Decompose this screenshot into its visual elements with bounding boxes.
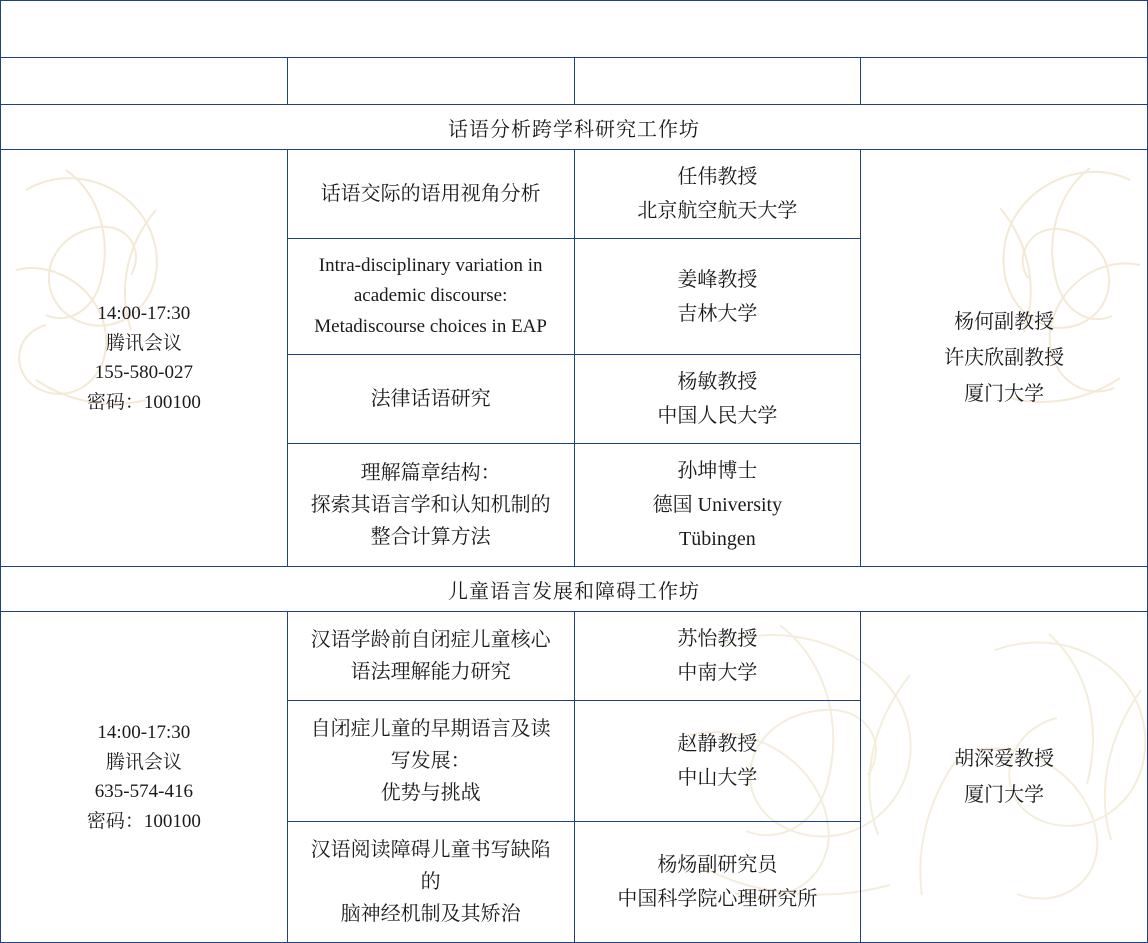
- speaker-cell: 杨炀副研究员 中国科学院心理研究所: [574, 822, 861, 943]
- speaker-cell: 任伟教授 北京航空航天大学: [574, 150, 861, 239]
- topic-cell: 理解篇章结构： 探索其语言学和认知机制的整合计算方法: [287, 444, 574, 567]
- column-header-host: 主持人: [861, 58, 1148, 105]
- speaker-cell: 苏怡教授 中南大学: [574, 612, 861, 701]
- time-cell-session-2: 14:00-17:30 腾讯会议 635-574-416 密码：100100: [1, 612, 288, 943]
- page-title: 工作坊（3 月 25 日）: [1, 1, 1148, 58]
- section-title-row: [1, 105, 1148, 150]
- speaker-cell: 赵静教授 中山大学: [574, 701, 861, 822]
- host-cell-session-1: 杨何副教授 许庆欣副教授 厦门大学: [861, 150, 1148, 567]
- table-row: [1, 612, 1148, 701]
- speaker-cell: 孙坤博士 德国 University Tübingen: [574, 444, 861, 567]
- topic-cell: 话语交际的语用视角分析: [287, 150, 574, 239]
- section-title-discourse: 话语分析跨学科研究工作坊: [1, 105, 1148, 150]
- column-header-speaker: 讲座专家: [574, 58, 861, 105]
- section-title-child-language: 儿童语言发展和障碍工作坊: [1, 567, 1148, 612]
- column-header-topic: 主题: [287, 58, 574, 105]
- topic-cell: 法律话语研究: [287, 355, 574, 444]
- topic-cell: 自闭症儿童的早期语言及读写发展： 优势与挑战: [287, 701, 574, 822]
- column-header-time: 时间: [1, 58, 288, 105]
- table-title-row: [1, 1, 1148, 58]
- table-header-row: [1, 58, 1148, 105]
- topic-cell: Intra-disciplinary variation in academic discourse: Metadiscourse choices in EAP: [287, 239, 574, 355]
- table-row: [1, 150, 1148, 239]
- section-title-row: [1, 567, 1148, 612]
- topic-cell: 汉语学龄前自闭症儿童核心语法理解能力研究: [287, 612, 574, 701]
- speaker-cell: 姜峰教授 吉林大学: [574, 239, 861, 355]
- topic-cell: 汉语阅读障碍儿童书写缺陷的 脑神经机制及其矫治: [287, 822, 574, 943]
- host-cell-session-2: 胡深爱教授 厦门大学: [861, 612, 1148, 943]
- time-cell-session-1: 14:00-17:30 腾讯会议 155-580-027 密码：100100: [1, 150, 288, 567]
- speaker-cell: 杨敏教授 中国人民大学: [574, 355, 861, 444]
